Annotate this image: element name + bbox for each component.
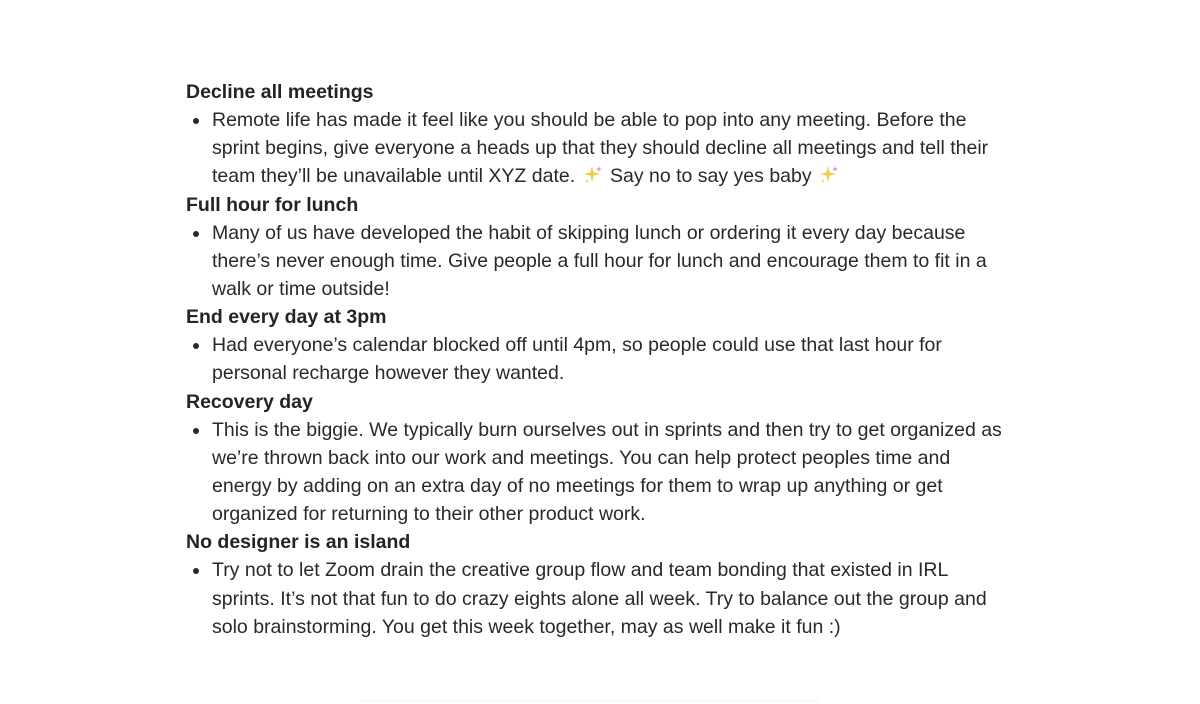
list-item: This is the biggie. We typically burn ourselves out in sprints and then try to get organized as we’re thrown back into our work and meetings. You can help protect peoples time and energy by adding on an extra day of no meetings for them to wrap up anything or get organized for returning to their other product work. <box>212 416 1006 529</box>
list-item <box>212 106 1006 191</box>
document-body <box>186 78 1006 641</box>
bullet-list <box>186 416 1006 529</box>
list-item: Try not to let Zoom drain the creative group flow and team bonding that existed in IRL sprints. It’s not that fun to do crazy eights alone all week. Try to balance out the group and solo brainstorming. You get this week together, may as well make it fun :) <box>212 556 1006 641</box>
section-heading-no-designer-island: No designer is an island <box>186 531 411 554</box>
list-item: Had everyone’s calendar blocked off until 4pm, so people could use that last hour for personal recharge however they wanted. <box>212 331 1006 387</box>
bullet-list <box>186 219 1006 304</box>
paragraph-text: Remote life has made it feel like you should be able to pop into any meeting. Before the sprint begins, give everyone a heads up that they should decline all meetings and tell their team they’ll be unavailable until XYZ date. <box>212 109 989 188</box>
list-item: Many of us have developed the habit of skipping lunch or ordering it every day because there’s never enough time. Give people a full hour for lunch and encourage them to fit in a walk or time outside! <box>212 219 1006 304</box>
bullet-list <box>186 106 1006 191</box>
sparkles-icon <box>583 165 603 185</box>
section-heading-recovery-day: Recovery day <box>186 390 313 413</box>
tagline-text: Say no to say yes baby <box>609 165 812 188</box>
section-heading-decline-meetings: Decline all meetings <box>186 81 374 103</box>
section-heading-full-hour-lunch: Full hour for lunch <box>186 193 359 216</box>
bullet-list <box>186 331 1006 387</box>
bullet-list <box>186 556 1006 641</box>
sparkles-icon <box>819 165 839 185</box>
section-heading-end-day-3pm: End every day at 3pm <box>186 306 387 329</box>
bottom-divider-shadow <box>360 700 820 704</box>
